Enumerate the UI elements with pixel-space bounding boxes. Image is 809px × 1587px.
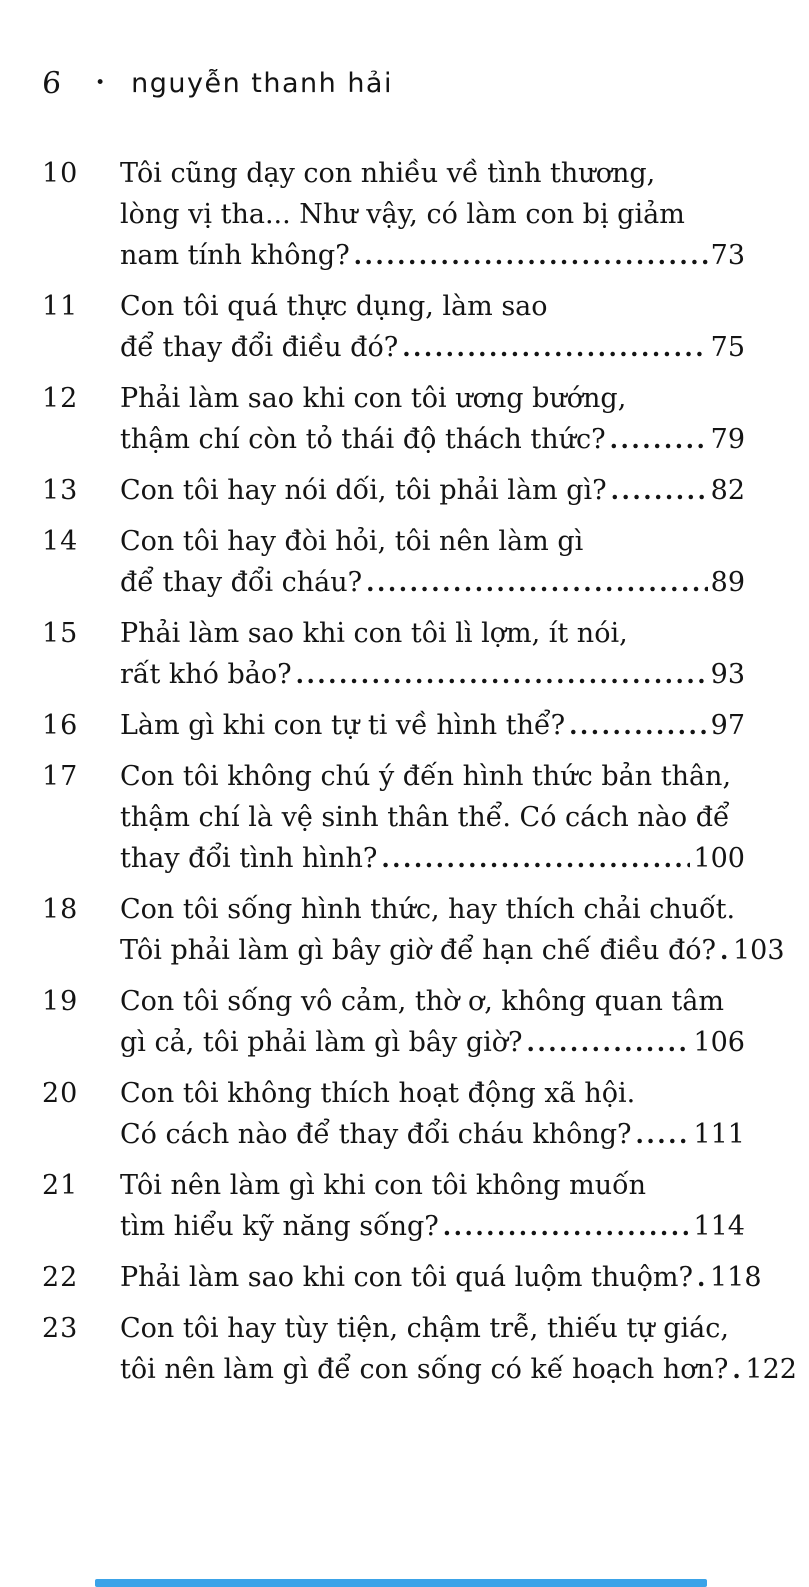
toc-line: rất khó bảo? (120, 659, 292, 690)
dot-leader (569, 705, 708, 746)
toc-line: Có cách nào để thay đổi cháu không? (120, 1119, 632, 1150)
toc-entry-text (120, 1257, 762, 1298)
dot-leader (366, 562, 707, 603)
dot-leader (697, 1257, 707, 1298)
toc-entry-number: 22 (42, 1262, 79, 1293)
dot-leader (610, 419, 708, 460)
progress-bar (95, 1579, 707, 1587)
toc-entry-page: 106 (693, 1027, 745, 1058)
toc-entry-number: 16 (42, 710, 79, 741)
toc-line: Con tôi không chú ý đến hình thức bản thân, (120, 761, 732, 792)
toc-entry-page: 103 (732, 935, 785, 966)
toc-entry-number: 14 (42, 526, 79, 557)
header-page-number: 6 (40, 66, 63, 101)
toc-entry-text (120, 378, 745, 460)
toc-entry-page: 75 (710, 332, 745, 363)
dot-leader (354, 235, 708, 276)
toc-line: Con tôi quá thực dụng, làm sao (120, 291, 548, 322)
dot-leader (296, 654, 708, 695)
toc-entry-text (120, 756, 745, 879)
toc-entry-text (120, 153, 745, 276)
toc-entry-text (120, 1165, 745, 1247)
toc-line: Con tôi hay nói dối, tôi phải làm gì? (120, 475, 607, 506)
dot-leader (732, 1349, 742, 1390)
toc-line: Tôi nên làm gì khi con tôi không muốn (120, 1170, 646, 1201)
header-author: nguyễn thanh hải (131, 68, 393, 99)
toc-entry-page: 82 (710, 475, 745, 506)
toc-line: Làm gì khi con tự ti về hình thể? (120, 710, 566, 741)
toc-line: thay đổi tình hình? (120, 843, 378, 874)
toc-line: Con tôi sống vô cảm, thờ ơ, không quan tâm (120, 986, 724, 1017)
toc-entry-page: 111 (693, 1119, 745, 1150)
toc-entry-number: 20 (42, 1078, 79, 1109)
toc-entry-page: 100 (693, 843, 745, 874)
toc-entry-number: 17 (42, 761, 79, 792)
toc-line: nam tính không? (120, 240, 350, 271)
toc-entry (42, 756, 745, 879)
toc-entry-page: 79 (710, 424, 745, 455)
toc-entry-number: 15 (42, 618, 79, 649)
toc-line: Con tôi không thích hoạt động xã hội. (120, 1078, 636, 1109)
toc-line: để thay đổi cháu? (120, 567, 363, 598)
toc-entry (42, 470, 745, 511)
toc-entry (42, 378, 745, 460)
page-header (0, 0, 809, 101)
toc-line: thậm chí còn tỏ thái độ thách thức? (120, 424, 606, 455)
bullet-icon: • (95, 73, 106, 93)
toc-entry-number: 10 (42, 158, 79, 189)
toc-line: Phải làm sao khi con tôi lì lợm, ít nói, (120, 618, 628, 649)
toc-entry-text (120, 1073, 745, 1155)
toc-line: Con tôi sống hình thức, hay thích chải chuốt. (120, 894, 736, 925)
toc-entry-text (120, 889, 785, 971)
toc-entry (42, 521, 745, 603)
dot-leader (526, 1022, 690, 1063)
dot-leader (443, 1206, 691, 1247)
toc-entry-text (120, 286, 745, 368)
toc-entry-text (120, 981, 745, 1063)
toc-entry-text (120, 521, 745, 603)
toc-line: để thay đổi điều đó? (120, 332, 399, 363)
toc-entry (42, 889, 785, 971)
toc-line: gì cả, tôi phải làm gì bây giờ? (120, 1027, 523, 1058)
toc-entry-page: 118 (710, 1262, 762, 1293)
toc-line: Phải làm sao khi con tôi ương bướng, (120, 383, 627, 414)
toc-line: Con tôi hay tùy tiện, chậm trễ, thiếu tự giác, (120, 1313, 729, 1344)
toc-entry (42, 286, 745, 368)
toc-line: thậm chí là vệ sinh thân thể. Có cách nào để (120, 802, 730, 833)
dot-leader (381, 838, 690, 879)
toc-entry (42, 153, 745, 276)
toc-entry-number: 11 (42, 291, 79, 322)
toc-entry-page: 114 (693, 1211, 745, 1242)
toc-line: lòng vị tha... Như vậy, có làm con bị giảm (120, 199, 685, 230)
toc-entry-text (120, 470, 745, 511)
toc-line: Tôi cũng dạy con nhiều về tình thương, (120, 158, 656, 189)
toc-entry-text (120, 705, 745, 746)
toc-entry-page: 122 (745, 1354, 797, 1385)
toc-entry-page: 97 (710, 710, 745, 741)
toc-entry-number: 21 (42, 1170, 79, 1201)
toc-list (0, 101, 809, 1390)
toc-entry (42, 705, 745, 746)
toc-entry-page: 89 (710, 567, 745, 598)
toc-entry-page: 73 (710, 240, 745, 271)
toc-entry (42, 981, 745, 1063)
dot-leader (611, 470, 708, 511)
toc-entry (42, 1073, 745, 1155)
toc-entry-number: 19 (42, 986, 79, 1017)
toc-line: Tôi phải làm gì bây giờ để hạn chế điều đó? (120, 935, 716, 966)
toc-entry-number: 12 (42, 383, 79, 414)
toc-entry-number: 23 (42, 1313, 79, 1344)
toc-entry (42, 613, 745, 695)
toc-entry-number: 18 (42, 894, 79, 925)
dot-leader (636, 1114, 691, 1155)
toc-entry-text (120, 1308, 797, 1390)
toc-entry (42, 1165, 745, 1247)
toc-line: tôi nên làm gì để con sống có kế hoạch hơn? (120, 1354, 729, 1385)
toc-entry-number: 13 (42, 475, 79, 506)
toc-entry-page: 93 (710, 659, 745, 690)
toc-line: Con tôi hay đòi hỏi, tôi nên làm gì (120, 526, 584, 557)
toc-line: tìm hiểu kỹ năng sống? (120, 1211, 439, 1242)
toc-entry (42, 1257, 762, 1298)
toc-entry-text (120, 613, 745, 695)
dot-leader (402, 327, 707, 368)
toc-entry (42, 1308, 797, 1390)
toc-line: Phải làm sao khi con tôi quá luộm thuộm? (120, 1262, 693, 1293)
dot-leader (720, 930, 730, 971)
